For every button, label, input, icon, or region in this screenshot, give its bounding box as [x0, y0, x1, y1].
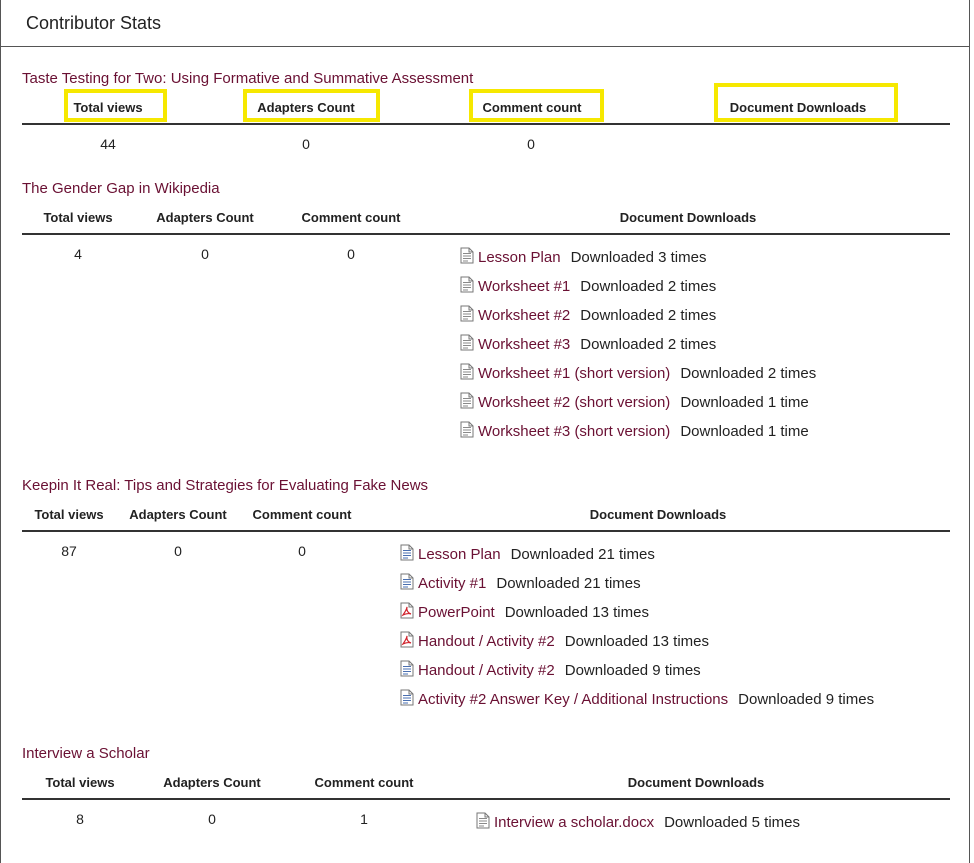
document-icon: [460, 276, 474, 293]
download-link[interactable]: Activity #1: [418, 574, 487, 592]
panel-header: [0, 0, 970, 47]
page-title: Contributor Stats: [26, 13, 162, 33]
word-document-icon: [400, 689, 414, 706]
download-link[interactable]: Worksheet #3 (short version): [478, 422, 671, 440]
download-link[interactable]: Interview a scholar.docx: [494, 813, 655, 831]
download-link[interactable]: Worksheet #1: [478, 277, 571, 295]
download-link[interactable]: Worksheet #3: [478, 335, 571, 353]
column-header-comment-count: Comment count: [252, 507, 352, 522]
column-header-document-downloads: Document Downloads: [627, 775, 765, 790]
document-icon: [460, 305, 474, 322]
total-views-value: 44: [100, 136, 116, 152]
column-header-total-views: Total views: [45, 775, 115, 790]
download-item: [460, 275, 716, 297]
column-header-document-downloads: Document Downloads: [619, 210, 757, 225]
comment-count-value: 0: [298, 543, 306, 559]
document-icon: [460, 421, 474, 438]
download-item: [400, 688, 874, 710]
download-count: Downloaded 21 times: [496, 574, 641, 592]
document-icon: [460, 247, 474, 264]
column-header-adapters-count: Adapters Count: [156, 210, 254, 225]
column-header-comment-count: Comment count: [314, 775, 414, 790]
document-icon: [476, 812, 490, 829]
comment-count-value: 1: [360, 811, 368, 827]
header-rule: [22, 233, 950, 235]
download-item: [400, 543, 655, 565]
download-count: Downloaded 13 times: [564, 632, 710, 650]
adapters-count-value: 0: [174, 543, 182, 559]
download-count: Downloaded 2 times: [580, 306, 717, 324]
adapters-count-value: 0: [208, 811, 216, 827]
section-title-link[interactable]: The Gender Gap in Wikipedia: [22, 180, 220, 197]
column-header-adapters-count: Adapters Count: [257, 100, 355, 115]
download-item: [460, 362, 816, 384]
word-document-icon: [400, 544, 414, 561]
column-header-adapters-count: Adapters Count: [163, 775, 261, 790]
column-header-document-downloads: Document Downloads: [729, 100, 867, 115]
download-item: [460, 246, 706, 268]
column-header-total-views: Total views: [73, 100, 143, 115]
column-header-comment-count: Comment count: [301, 210, 401, 225]
download-item: [400, 630, 709, 652]
comment-count-value: 0: [527, 136, 535, 152]
word-document-icon: [400, 660, 414, 677]
download-item: [400, 601, 649, 623]
comment-count-value: 0: [347, 246, 355, 262]
download-link[interactable]: Activity #2 Answer Key / Additional Instructions: [418, 690, 729, 708]
download-count: Downloaded 1 time: [680, 393, 809, 411]
document-icon: [460, 363, 474, 380]
download-count: Downloaded 2 times: [580, 335, 717, 353]
download-item: [476, 811, 800, 833]
download-item: [400, 572, 641, 594]
download-item: [460, 420, 809, 442]
download-count: Downloaded 1 time: [680, 422, 809, 440]
download-count: Downloaded 21 times: [510, 545, 655, 563]
download-count: Downloaded 2 times: [680, 364, 817, 382]
download-item: [400, 659, 701, 681]
adapters-count-value: 0: [302, 136, 310, 152]
section-title-link[interactable]: Taste Testing for Two: Using Formative and Summative Assessment: [22, 70, 474, 87]
download-link[interactable]: Worksheet #2: [478, 306, 571, 324]
total-views-value: 4: [74, 246, 82, 262]
document-icon: [460, 334, 474, 351]
header-rule: [22, 530, 950, 532]
column-header-document-downloads: Document Downloads: [589, 507, 727, 522]
download-count: Downloaded 13 times: [504, 603, 649, 621]
column-header-total-views: Total views: [43, 210, 113, 225]
word-document-icon: [400, 573, 414, 590]
download-link[interactable]: Lesson Plan: [418, 545, 501, 563]
total-views-value: 87: [61, 543, 77, 559]
download-link[interactable]: Handout / Activity #2: [418, 661, 555, 679]
total-views-value: 8: [76, 811, 84, 827]
download-item: [460, 333, 716, 355]
download-link[interactable]: PowerPoint: [418, 603, 495, 621]
column-header-total-views: Total views: [34, 507, 104, 522]
download-item: [460, 391, 809, 413]
adapters-count-value: 0: [201, 246, 209, 262]
download-count: Downloaded 9 times: [738, 690, 875, 708]
download-count: Downloaded 9 times: [564, 661, 701, 679]
pdf-document-icon: [400, 602, 414, 619]
column-header-comment-count: Comment count: [482, 100, 582, 115]
download-link[interactable]: Worksheet #2 (short version): [478, 393, 671, 411]
download-count: Downloaded 2 times: [580, 277, 717, 295]
header-rule: [22, 123, 950, 125]
pdf-document-icon: [400, 631, 414, 648]
section-title-link[interactable]: Keepin It Real: Tips and Strategies for Evaluating Fake News: [22, 477, 429, 494]
download-link[interactable]: Worksheet #1 (short version): [478, 364, 671, 382]
column-header-adapters-count: Adapters Count: [129, 507, 227, 522]
download-count: Downloaded 5 times: [664, 813, 800, 831]
download-link[interactable]: Lesson Plan: [478, 248, 561, 266]
download-item: [460, 304, 716, 326]
download-count: Downloaded 3 times: [570, 248, 707, 266]
document-icon: [460, 392, 474, 409]
section-title-link[interactable]: Interview a Scholar: [22, 745, 150, 762]
header-rule: [22, 798, 950, 800]
download-link[interactable]: Handout / Activity #2: [418, 632, 555, 650]
